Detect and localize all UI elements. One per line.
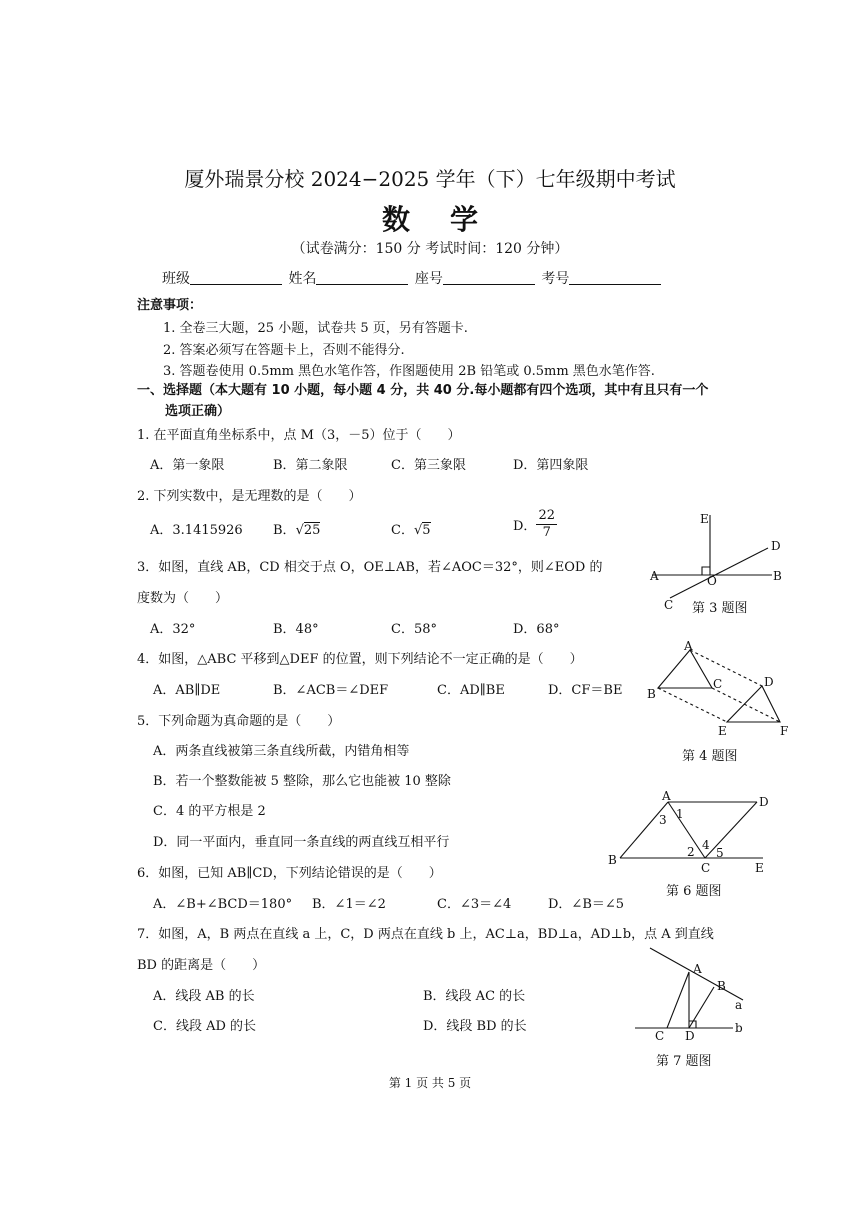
question-4-stem: 4．如图，△ABC 平移到△DEF 的位置，则下列结论不一定正确的是（ ） (137, 652, 583, 667)
notes-heading: 注意事项： (137, 298, 203, 313)
subject-title: 数学 (381, 203, 518, 236)
question-1-stem: 1. 在平面直角坐标系中，点 M（3，－5）位于（ ） (137, 428, 461, 443)
option[interactable]: C．线段 AD 的长 (153, 1019, 257, 1034)
label-c: C (664, 598, 674, 612)
exam-meta: （试卷满分：150 分 考试时间：120 分钟） (291, 241, 569, 257)
label-o: O (707, 574, 717, 588)
option[interactable]: B．第二象限 (273, 458, 348, 473)
label-d: D (771, 539, 781, 553)
name-blank[interactable] (316, 270, 408, 285)
option[interactable]: C．4 的平方根是 2 (153, 804, 266, 819)
note-item: 3. 答题卷使用 0.5mm 黑色水笔作答，作图题使用 2B 铅笔或 0.5mm 黑色水笔作答. (163, 364, 655, 379)
option[interactable]: D．∠B＝∠5 (548, 897, 625, 912)
question-2-stem: 2. 下列实数中，是无理数的是（ ） (137, 489, 362, 504)
option[interactable]: D．68° (513, 622, 560, 637)
option-letter: B． (273, 523, 296, 538)
student-info (162, 268, 663, 288)
label-e: E (755, 861, 764, 875)
option[interactable]: B．若一个整数能被 5 整除，那么它也能被 10 整除 (153, 774, 451, 789)
label-d: D (685, 1029, 695, 1043)
label-b: B (608, 853, 617, 867)
segment-ac (667, 972, 689, 1028)
line-ab (620, 802, 668, 858)
option-letter: D． (513, 519, 537, 534)
figure-7 (625, 940, 760, 1045)
label-e: E (700, 512, 709, 526)
label-c: C (701, 861, 711, 875)
option[interactable]: D．第四象限 (513, 458, 589, 473)
option[interactable]: C．∠3＝∠4 (437, 897, 512, 912)
option[interactable]: B．∠ACB＝∠DEF (273, 683, 389, 698)
sqrt-sign: √ (413, 523, 423, 538)
label-b: B (717, 979, 726, 993)
page-footer: 第 1 页 共 5 页 (388, 1076, 472, 1090)
fraction (536, 508, 557, 541)
label-c: C (655, 1029, 665, 1043)
label-a: A (650, 569, 659, 583)
label-b-line: b (735, 1021, 743, 1035)
option[interactable]: B．∠1＝∠2 (312, 897, 386, 912)
label-c: C (713, 677, 723, 691)
option[interactable]: A．两条直线被第三条直线所截，内错角相等 (153, 744, 410, 759)
figure-6-caption: 第 6 题图 (666, 884, 722, 899)
option[interactable]: A．AB∥DE (153, 683, 221, 698)
label-a: A (693, 962, 702, 976)
seat-label: 座号 (414, 271, 443, 287)
option[interactable]: D．CF＝BE (548, 683, 623, 698)
figure-4 (640, 638, 800, 740)
line-cd (670, 548, 768, 598)
sqrt-radicand: 25 (303, 523, 321, 538)
label-d: D (759, 795, 769, 809)
option[interactable] (273, 519, 320, 538)
angle-1: 1 (676, 807, 684, 821)
fraction-denominator: 7 (542, 525, 551, 540)
label-e: E (718, 724, 727, 738)
id-blank[interactable] (569, 270, 661, 285)
angle-2: 2 (687, 845, 695, 859)
figure-6 (605, 790, 775, 875)
option[interactable]: C．58° (391, 622, 437, 637)
label-a: A (684, 639, 693, 653)
triangle-def (727, 686, 780, 722)
sqrt-sign: √ (295, 523, 304, 538)
question-6-stem: 6．如图，已知 AB∥CD，下列结论错误的是（ ） (137, 866, 442, 881)
line-cd (705, 802, 757, 858)
option[interactable]: A．32° (150, 622, 196, 637)
option[interactable] (513, 508, 557, 541)
label-a-line: a (735, 998, 743, 1012)
option[interactable]: A．线段 AB 的长 (153, 989, 255, 1004)
option[interactable]: D．线段 BD 的长 (423, 1019, 527, 1034)
label-d: D (764, 675, 774, 689)
figure-3-caption: 第 3 题图 (692, 601, 748, 616)
question-3-stem-cont: 度数为（ ） (137, 591, 229, 606)
exam-title: 厦外瑞景分校 2024−2025 学年（下）七年级期中考试 (184, 167, 676, 191)
fraction-numerator: 22 (538, 508, 555, 523)
option[interactable]: B．线段 AC 的长 (423, 989, 526, 1004)
sqrt-radicand: 5 (422, 523, 431, 538)
figure-4-caption: 第 4 题图 (682, 749, 738, 764)
triangle-abc (658, 650, 712, 688)
option[interactable]: A．∠B+∠BCD＝180° (153, 897, 293, 912)
dashed-cf (712, 688, 780, 722)
section-heading: 一、选择题（本大题有 10 小题，每小题 4 分，共 40 分.每小题都有四个选项，其中有且只有一个 (137, 383, 709, 398)
class-blank[interactable] (190, 270, 282, 285)
question-5-stem: 5．下列命题为真命题的是（ ） (137, 714, 341, 729)
note-item: 2. 答案必须写在答题卡上，否则不能得分. (163, 343, 405, 358)
label-a: A (662, 790, 671, 803)
angle-5: 5 (716, 846, 724, 860)
question-7-stem: 7．如图，A，B 两点在直线 a 上，C，D 两点在直线 b 上，AC⊥a，BD⊥a，AD⊥b，点 A 到直线 (137, 927, 714, 942)
label-b: B (647, 687, 656, 701)
option[interactable]: C．第三象限 (391, 458, 466, 473)
question-7-stem-cont: BD 的距离是（ ） (137, 958, 266, 973)
question-3-stem: 3．如图，直线 AB，CD 相交于点 O，OE⊥AB，若∠AOC＝32°，则∠EOD 的 (137, 560, 603, 575)
figure-7-caption: 第 7 题图 (656, 1054, 712, 1069)
option[interactable]: A．第一象限 (150, 458, 225, 473)
note-item: 1. 全卷三大题，25 小题，试卷共 5 页，另有答题卡. (163, 321, 468, 336)
segment-bd (689, 987, 714, 1028)
option-letter: C． (391, 523, 414, 538)
seat-blank[interactable] (443, 270, 535, 285)
option[interactable]: D．同一平面内，垂直同一条直线的两直线互相平行 (153, 835, 450, 850)
angle-3: 3 (659, 813, 667, 827)
option[interactable] (391, 519, 431, 538)
name-label: 姓名 (288, 271, 317, 287)
option[interactable]: C．AD∥BE (437, 683, 505, 698)
option[interactable]: A．3.1415926 (150, 523, 243, 538)
class-label: 班级 (162, 271, 190, 287)
option[interactable]: B．48° (273, 622, 319, 637)
label-f: F (780, 724, 789, 738)
label-b: B (773, 569, 782, 583)
angle-4: 4 (702, 838, 710, 852)
section-heading-cont: 选项正确） (165, 404, 231, 419)
id-label: 考号 (541, 271, 570, 287)
dashed-be (658, 688, 727, 722)
